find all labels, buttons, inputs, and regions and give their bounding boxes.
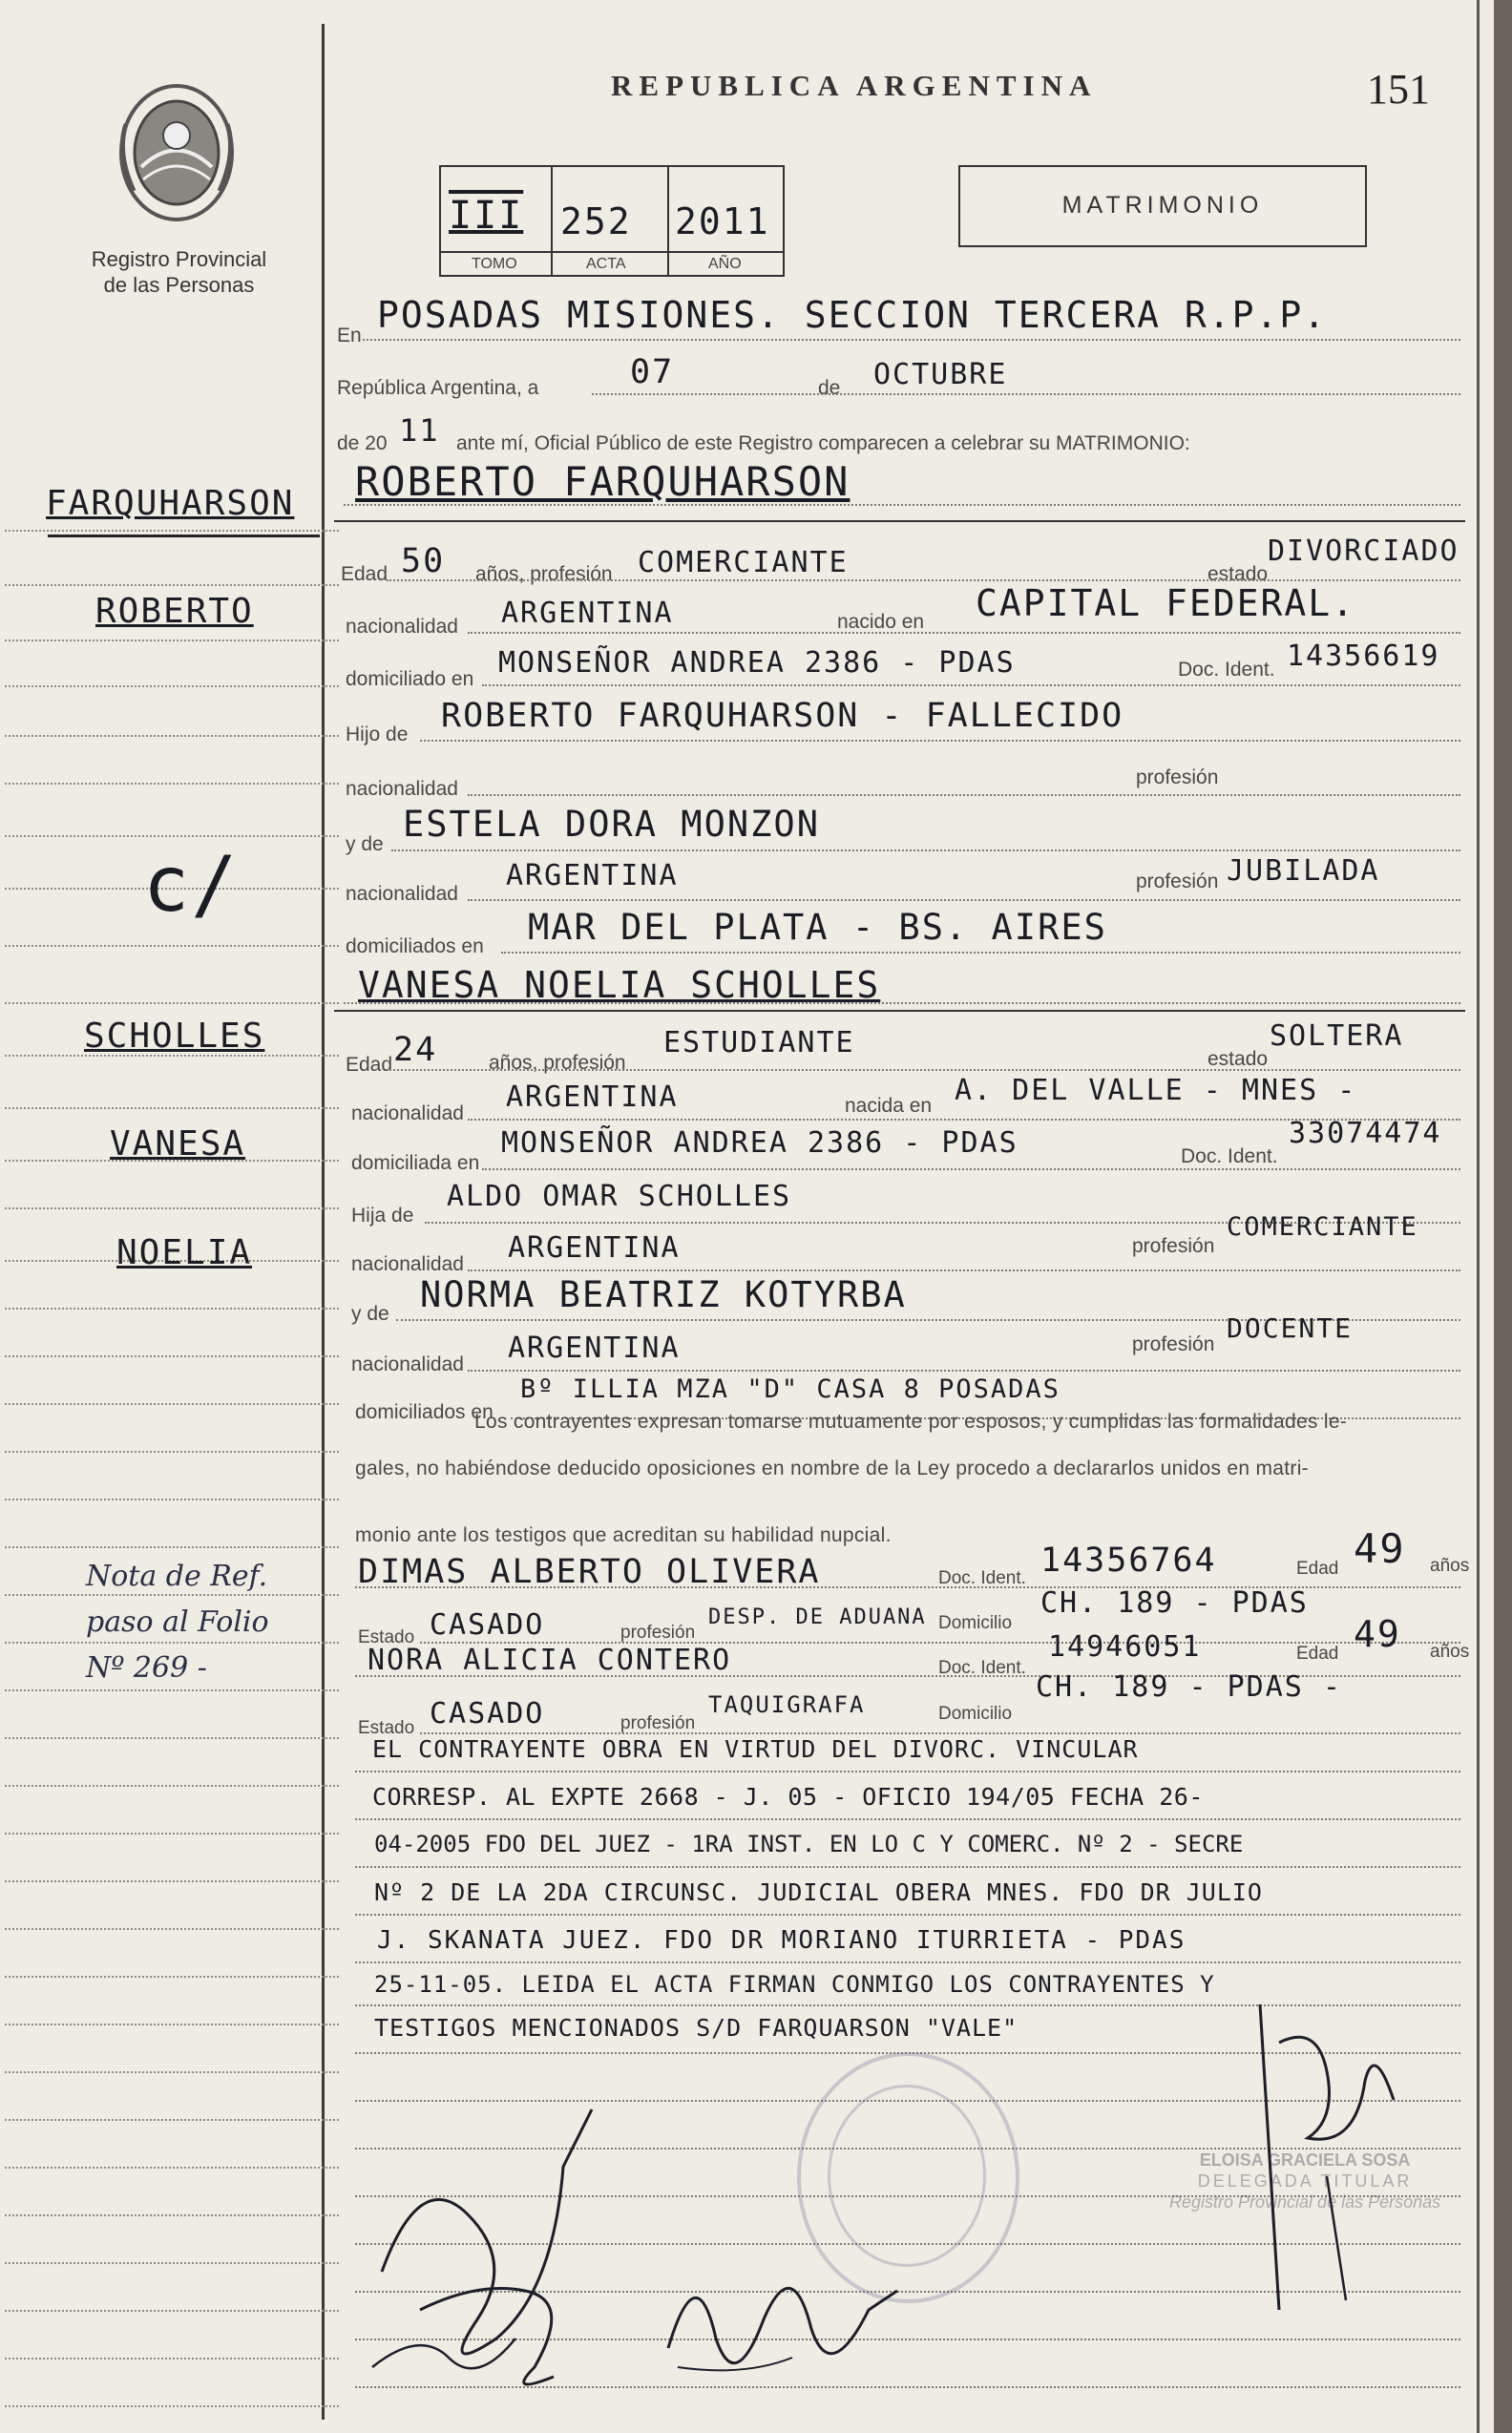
right-edge-rule — [1477, 0, 1480, 2433]
witness2-name: NORA ALICIA CONTERO — [368, 1644, 732, 1677]
witness2-doc-label: Doc. Ident. — [938, 1658, 1026, 1678]
margin-bride-surname: SCHOLLES — [84, 1017, 265, 1056]
groom-mother-nationality: ARGENTINA — [506, 859, 679, 892]
registry-name-line2: de las Personas — [103, 273, 255, 297]
groom-born-label: nacido en — [837, 611, 925, 633]
witness2-age: 49 — [1354, 1613, 1401, 1655]
groom-mother: ESTELA DORA MONZON — [403, 804, 820, 845]
witness2-years-label: años — [1430, 1642, 1470, 1662]
bride-estado: SOLTERA — [1270, 1019, 1404, 1053]
groom-father-prof-label: profesión — [1136, 766, 1219, 788]
bride-parents-address: Bº ILLIA MZA "D" CASA 8 POSADAS — [520, 1374, 1060, 1404]
bride-profession-label: años, profesión — [489, 1052, 626, 1074]
registry-name — [57, 246, 301, 298]
declaration-line3: monio ante los testigos que acreditan su habilidad nupcial. — [355, 1524, 892, 1546]
provincial-seal-icon — [105, 76, 248, 229]
groom-address: MONSEÑOR ANDREA 2386 - PDAS — [498, 646, 1016, 680]
groom-profession: COMERCIANTE — [638, 546, 849, 579]
margin-rule — [322, 24, 325, 2420]
official-stamp-line: DELEGADA TITULAR — [1197, 2171, 1413, 2191]
groom-father-nat-label: nacionalidad — [346, 778, 458, 800]
witness1-domicile: CH. 189 - PDAS — [1040, 1586, 1309, 1620]
margin-bride-given1: VANESA — [110, 1124, 246, 1164]
groom-profession-label: años, profesión — [475, 563, 613, 585]
official-stamp-line: Registro Provincial de las Personas — [1169, 2192, 1441, 2212]
groom-parents-address: MAR DEL PLATA - BS. AIRES — [528, 907, 1107, 948]
witness2-doc: 14946051 — [1048, 1630, 1202, 1664]
note-line: 04-2005 FDO DEL JUEZ - 1RA INST. EN LO C Y COMERC. Nº 2 - SECRE — [374, 1831, 1244, 1857]
year-suffix: 11 — [399, 412, 440, 449]
witness1-doc-label: Doc. Ident. — [938, 1568, 1026, 1588]
groom-nationality: ARGENTINA — [501, 597, 674, 630]
bride-separator — [334, 1010, 1465, 1012]
margin-note-line: Nota de Ref. — [86, 1560, 268, 1593]
bride-signature — [649, 2176, 916, 2405]
groom-born: CAPITAL FEDERAL. — [976, 582, 1356, 624]
groom-child-label: Hijo de — [346, 724, 409, 745]
bride-father: ALDO OMAR SCHOLLES — [447, 1180, 792, 1213]
record-number-box — [439, 165, 785, 277]
witness1-name: DIMAS ALBERTO OLIVERA — [358, 1553, 821, 1591]
margin-groom-surname: FARQUHARSON — [46, 484, 295, 523]
registry-name-line1: Registro Provincial — [91, 247, 267, 271]
bride-age-label: Edad — [346, 1054, 393, 1076]
witness1-prof-label: profesión — [620, 1623, 696, 1643]
groom-address-label: domiciliado en — [346, 668, 474, 690]
republica-label: República Argentina, a — [337, 377, 539, 399]
witness1-dom-label: Domicilio — [938, 1613, 1013, 1633]
note-line: 25-11-05. LEIDA EL ACTA FIRMAN CONMIGO LOS CONTRAYENTES Y — [374, 1971, 1215, 1998]
declaration-line1: Los contrayentes expresan tomarse mutuamente por esposos, y cumplidas las formalidades le- — [474, 1411, 1348, 1433]
bride-mother-profession: DOCENTE — [1227, 1312, 1354, 1344]
year-prefix: de 20 — [337, 432, 388, 454]
groom-parents-addr-label: domiciliados en — [346, 935, 484, 957]
groom-mother-prof-label: profesión — [1136, 870, 1219, 892]
margin-conj: c/ — [143, 840, 240, 929]
groom-estado-label: estado — [1208, 563, 1269, 585]
ano-label: AÑO — [708, 256, 742, 272]
groom-doc-label: Doc. Ident. — [1178, 659, 1275, 681]
day-value: 07 — [630, 353, 675, 391]
groom-mother-label: y de — [346, 833, 384, 855]
witness2-prof-label: profesión — [620, 1713, 696, 1733]
official-stamp-line: ELOISA GRACIELA SOSA — [1199, 2150, 1411, 2170]
bride-age: 24 — [393, 1031, 438, 1069]
bride-doc: 33074474 — [1289, 1117, 1442, 1150]
bride-mother-prof-label: profesión — [1132, 1333, 1215, 1355]
margin-note-line: paso al Folio — [86, 1605, 269, 1639]
record-labels — [441, 251, 783, 277]
bride-parents-addr-label: domiciliados en — [355, 1401, 494, 1423]
ano-value: 2011 — [675, 200, 770, 242]
margin-note-line: Nº 269 - — [86, 1651, 207, 1685]
bride-mother-nat-label: nacionalidad — [351, 1353, 464, 1375]
groom-signature — [363, 2052, 649, 2415]
witness1-age: 49 — [1354, 1525, 1406, 1572]
groom-estado: DIVORCIADO — [1268, 535, 1460, 568]
bride-profession: ESTUDIANTE — [663, 1026, 855, 1059]
bride-born: A. DEL VALLE - MNES - — [955, 1074, 1357, 1107]
place-value: POSADAS MISIONES. SECCION TERCERA R.P.P. — [377, 294, 1328, 336]
witness1-estado: CASADO — [430, 1608, 545, 1642]
groom-name: ROBERTO FARQUHARSON — [355, 458, 850, 505]
witness1-years-label: años — [1430, 1556, 1470, 1576]
groom-age-label: Edad — [341, 563, 388, 585]
bride-born-label: nacida en — [845, 1095, 933, 1117]
margin-underline — [48, 535, 320, 537]
declaration-line2: gales, no habiéndose deducido oposiciones en nombre de la Ley procedo a declararlos unidos en matri- — [355, 1458, 1309, 1479]
note-line: TESTIGOS MENCIONADOS S/D FARQUARSON "VALE" — [374, 2014, 1018, 2042]
bride-nationality: ARGENTINA — [506, 1080, 679, 1114]
bride-address-label: domiciliada en — [351, 1152, 480, 1174]
bride-father-prof-label: profesión — [1132, 1235, 1215, 1257]
witness2-dom-label: Domicilio — [938, 1704, 1013, 1724]
bride-father-nat-label: nacionalidad — [351, 1253, 464, 1275]
en-label: En — [337, 325, 362, 346]
witness2-age-label: Edad — [1296, 1644, 1339, 1664]
groom-mother-nat-label: nacionalidad — [346, 883, 458, 905]
groom-nationality-label: nacionalidad — [346, 616, 458, 638]
bride-doc-label: Doc. Ident. — [1181, 1145, 1278, 1167]
bride-address: MONSEÑOR ANDREA 2386 - PDAS — [501, 1126, 1018, 1160]
margin-note — [86, 1554, 269, 1691]
bride-father-profession: COMERCIANTE — [1227, 1212, 1418, 1242]
bride-father-nationality: ARGENTINA — [508, 1231, 681, 1265]
bride-child-label: Hija de — [351, 1205, 414, 1227]
witness1-estado-label: Estado — [358, 1627, 415, 1647]
groom-age: 50 — [401, 542, 446, 580]
note-line: EL CONTRAYENTE OBRA EN VIRTUD DEL DIVORC. VINCULAR — [372, 1735, 1139, 1763]
record-type: MATRIMONIO — [1061, 192, 1264, 219]
groom-doc: 14356619 — [1287, 640, 1440, 673]
note-line: Nº 2 DE LA 2DA CIRCUNSC. JUDICIAL OBERA MNES. FDO DR JULIO — [374, 1878, 1263, 1906]
note-line: CORRESP. AL EXPTE 2668 - J. 05 - OFICIO 194/05 FECHA 26- — [372, 1783, 1204, 1811]
page-number: 151 — [1367, 66, 1430, 113]
country-title: REPUBLICA ARGENTINA — [611, 69, 1098, 102]
bride-nationality-label: nacionalidad — [351, 1102, 464, 1124]
witness1-age-label: Edad — [1296, 1559, 1339, 1579]
intro-phrase: ante mí, Oficial Público de este Registro comparecen a celebrar su MATRIMONIO: — [456, 432, 1190, 454]
official-signature — [1222, 1985, 1413, 2329]
bride-mother-label: y de — [351, 1303, 389, 1325]
acta-value: 252 — [560, 200, 632, 242]
witness2-profession: TAQUIGRAFA — [708, 1691, 866, 1718]
groom-mother-profession: JUBILADA — [1227, 854, 1380, 888]
margin-bride-given2: NOELIA — [116, 1233, 253, 1272]
bride-mother: NORMA BEATRIZ KOTYRBA — [420, 1274, 907, 1315]
bride-mother-nationality: ARGENTINA — [508, 1332, 681, 1365]
de-label: de — [818, 377, 841, 399]
groom-father: ROBERTO FARQUHARSON - FALLECIDO — [441, 697, 1124, 735]
bride-estado-label: estado — [1208, 1048, 1269, 1070]
tomo-value: III — [449, 194, 524, 238]
month-value: OCTUBRE — [873, 358, 1008, 391]
witness1-profession: DESP. DE ADUANA — [708, 1605, 927, 1629]
bride-name: VANESA NOELIA SCHOLLES — [358, 964, 881, 1006]
witness2-estado: CASADO — [430, 1697, 545, 1730]
note-line: J. SKANATA JUEZ. FDO DR MORIANO ITURRIETA - PDAS — [377, 1926, 1186, 1955]
groom-separator — [334, 520, 1465, 522]
record-type-box — [958, 165, 1367, 247]
witness2-domicile: CH. 189 - PDAS - — [1036, 1670, 1342, 1704]
tomo-label: TOMO — [472, 256, 517, 272]
witness1-doc: 14356764 — [1040, 1542, 1217, 1580]
acta-label: ACTA — [586, 256, 626, 272]
witness2-estado-label: Estado — [358, 1718, 415, 1738]
margin-groom-given: ROBERTO — [95, 592, 254, 631]
